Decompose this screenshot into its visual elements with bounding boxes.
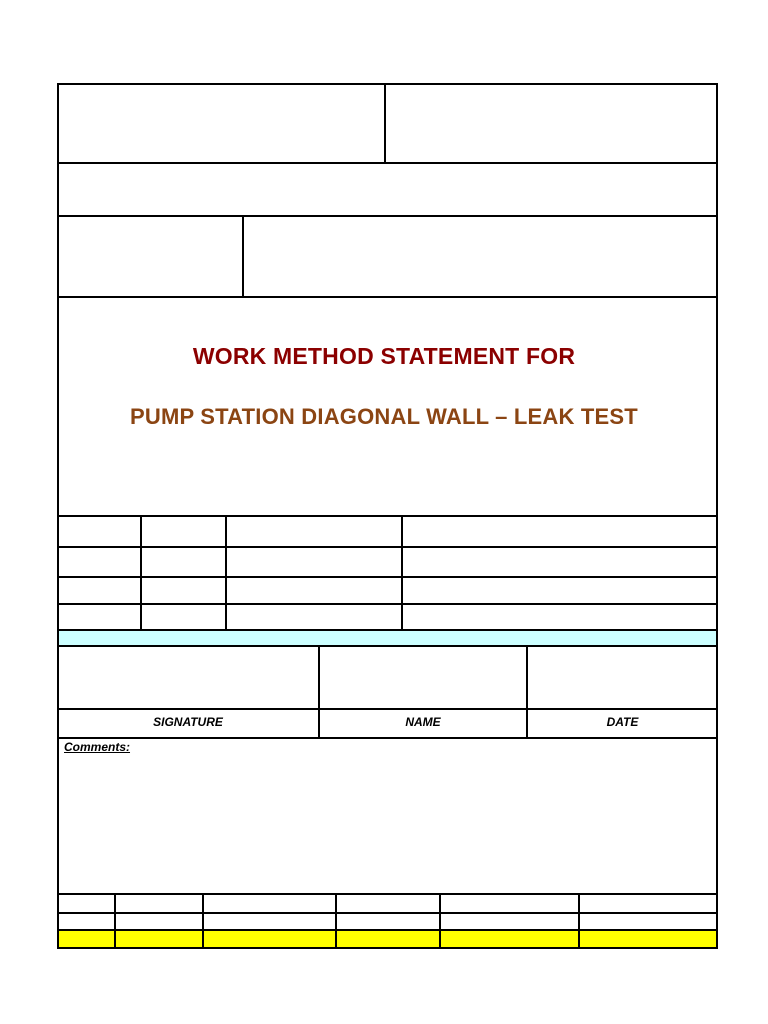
footer-row-line-1 xyxy=(57,912,718,914)
revision-table-top xyxy=(57,515,718,517)
revision-col-line-2 xyxy=(225,515,227,630)
revision-table-bottom xyxy=(57,629,718,631)
signature-block-top xyxy=(57,645,718,647)
footer-col-line-3 xyxy=(335,893,337,948)
header-row-divider-1 xyxy=(57,162,718,164)
title-top-divider xyxy=(57,296,718,298)
footer-row-line-2 xyxy=(57,929,718,931)
document-subtitle: PUMP STATION DIAGONAL WALL – LEAK TEST xyxy=(130,404,638,429)
header-mid-split xyxy=(242,215,244,297)
footer-col-line-4 xyxy=(439,893,441,948)
name-label: NAME xyxy=(405,715,441,729)
revision-col-line-1 xyxy=(140,515,142,630)
revision-col-line-3 xyxy=(401,515,403,630)
footer-table-top xyxy=(57,893,718,895)
revision-row-line-3 xyxy=(57,603,718,605)
document-title: WORK METHOD STATEMENT FOR xyxy=(192,343,576,369)
header-row-divider-2 xyxy=(57,215,718,217)
footer-col-line-2 xyxy=(202,893,204,948)
revision-row-line-1 xyxy=(57,546,718,548)
footer-col-line-5 xyxy=(578,893,580,948)
comments-label: Comments: xyxy=(64,740,131,754)
date-label: DATE xyxy=(606,715,639,729)
revision-row-line-2 xyxy=(57,576,718,578)
header-top-split xyxy=(384,83,386,163)
signature-label: SIGNATURE xyxy=(153,715,223,729)
footer-col-line-1 xyxy=(114,893,116,948)
